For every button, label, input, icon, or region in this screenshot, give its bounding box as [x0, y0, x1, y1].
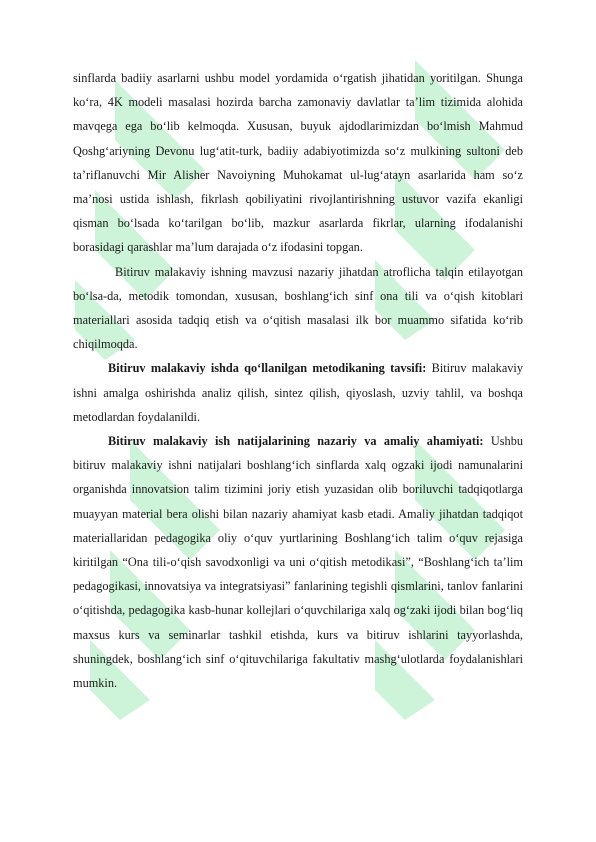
paragraph-topic: Bitiruv malakaviy ishning mavzusi nazariy jihatdan atroflicha talqin etilayotgan bo‘lsa-da, metodik tomondan, xususan, boshlang‘ich sinf ona tili va o‘qish kitoblari materiallari asosida tadqiq etish va o‘qitish masalasi ilk bor muammo sifatida ko‘rib chiqilmoqda.	[73, 264, 523, 352]
paragraph-intro: sinflarda badiiy asarlarni ushbu model yordamida o‘rgatish jihatidan yoritilgan. Shunga ko‘ra, 4K modeli masalasi hozirda barcha zamonaviy davlatlar ta’lim tizimida alohida mavqega ega bo‘lib kelmoqda. Xususan, buyuk ajdodlarimizdan bo‘lmish Mahmud Qoshg‘ariyning Devonu lug‘atit-turk, badiiy adabiyotimizda so‘z mulkining sultoni deb ta’riflanuvchi Mir Alisher Navoiyning Muhokamat ul-lug‘atayn asarlarida ham so‘z ma’nosi ustida ishlash, fikrlash qobiliyatini rivojlantirishning ustuvor vazifa ekanligi qisman bo‘lsada ko‘tarilgan bo‘lib, mazkur asarlarda fikrlar, ularning ifodalanishi borasidagi qarashlar ma’lum darajada o‘z ifodasini topgan.	[73, 71, 523, 255]
document-body	[73, 66, 523, 695]
significance-text: Ushbu bitiruv malakaviy ishni natijalari boshlang‘ich sinflarda xalq ogzaki ijodi namunalarini organishda innovatsion talim tizimini joriy etish yuzasidan olib boriluvchi tadqiqotlarga muayyan material bera olishi bilan nazariy ahamiyat kasb etadi. Amaliy jihatdan tadqiqot materiallaridan pedagogika oliy o‘quv yurtlarining Boshlang‘ich talim o‘quv rejasiga kiritilgan “Ona tili-o‘qish savodxonligi va uni o‘qitish metodikasi”, “Boshlang‘ich ta’lim pedagogikasi, innovatsiya va integratsiyasi” fanlarining tegishli qismlarini, tanlov fanlarini o‘qitishda, pedagogika kasb-hunar kollejlari o‘quvchilariga xalq og‘zaki ijodi bilan bog‘liq maxsus kurs va seminarlar tashkil etishda, kurs va bitiruv ishlarini tayyorlashda, shuningdek, boshlang‘ich sinf o‘qituvchilariga fakultativ mashg‘ulotlarda foydalanishlari mumkin.	[73, 434, 523, 691]
significance-heading: Bitiruv malakaviy ish natijalarining nazariy va amaliy ahamiyati:	[108, 434, 484, 449]
paragraph-methodology	[73, 356, 523, 429]
paragraph-significance	[73, 429, 523, 695]
methodology-heading: Bitiruv malakaviy ishda qo‘llanilgan metodikaning tavsifi:	[108, 361, 427, 376]
methodology-text: Bitiruv malakaviy ishni amalga oshirishda analiz qilish, sintez qilish, qiyoslash, uzviy tahlil, va boshqa metodlardan foydalanildi.	[73, 361, 523, 424]
